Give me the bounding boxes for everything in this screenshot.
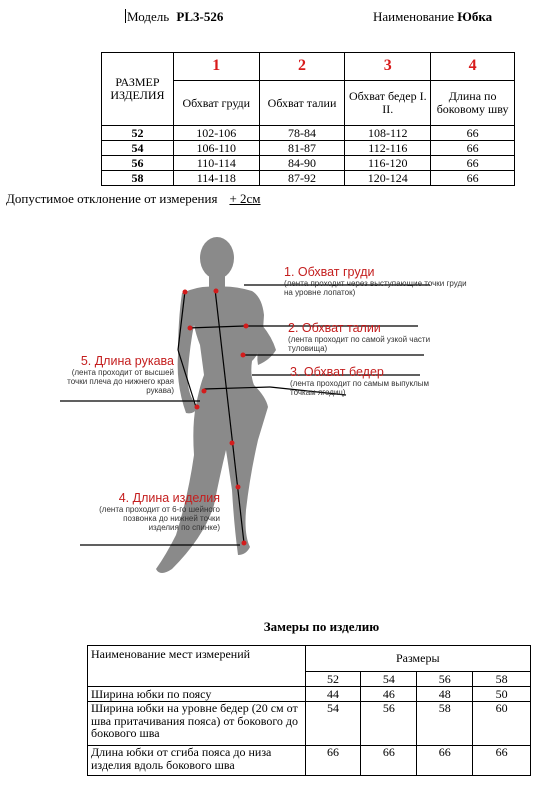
cell: 106-110 — [173, 141, 259, 156]
name-header — [373, 9, 492, 25]
name-label: Наименование — [373, 9, 454, 24]
cell: 87-92 — [259, 171, 345, 186]
cell: 66 — [305, 746, 361, 776]
cell: 66 — [431, 171, 515, 186]
table-row — [88, 702, 531, 746]
row-name: Длина юбки от сгиба пояса до низа изделия вдоль бокового шва — [88, 746, 306, 776]
size-col: 58 — [473, 672, 531, 687]
cell: 116-120 — [345, 156, 431, 171]
cell: 54 — [305, 702, 361, 746]
table-row — [88, 746, 531, 776]
label-chest — [284, 265, 474, 297]
label-hips-desc: (лента проходит по самым выпуклым точкам ягодиц) — [290, 379, 430, 398]
label-chest-desc: (лента проходит через выступающие точки груди на уровне лопаток) — [284, 279, 467, 298]
cell: 108-112 — [345, 126, 431, 141]
name-value: Юбка — [457, 9, 493, 24]
label-length — [96, 491, 220, 533]
size-col: 54 — [361, 672, 417, 687]
col-label-1: Обхват груди — [173, 81, 259, 126]
cell: 114-118 — [173, 171, 259, 186]
model-value: PL3-526 — [176, 9, 224, 24]
model-label: Модель — [127, 9, 170, 24]
col-num-3: 3 — [345, 53, 431, 81]
cell: 110-114 — [173, 156, 259, 171]
cell: 46 — [361, 687, 417, 702]
col-label-4: Длина по боковому шву — [431, 81, 515, 126]
table-row — [88, 687, 531, 702]
cell: 58 — [417, 702, 473, 746]
label-length-desc: (лента проходит от 6-го шейного позвонка до нижней точки изделия по спинке) — [99, 505, 220, 533]
tolerance-text: Допустимое отклонение от измерения — [6, 191, 218, 206]
cell: 102-106 — [173, 126, 259, 141]
measurement-diagram — [0, 225, 543, 595]
label-length-title: 4. Длина изделия — [118, 491, 220, 505]
label-waist-desc: (лента проходит по самой узкой части туловища) — [288, 335, 431, 354]
row-name: Ширина юбки по поясу — [88, 687, 306, 702]
size-col: 56 — [417, 672, 473, 687]
row-name: Ширина юбки на уровне бедер (20 см от шва притачивания пояса) от бокового до бокового шва — [88, 702, 306, 746]
label-waist — [288, 321, 438, 353]
cell: 44 — [305, 687, 361, 702]
label-waist-title: 2. Обхват талии — [288, 321, 381, 335]
row-size: 54 — [102, 141, 174, 156]
cell: 78-84 — [259, 126, 345, 141]
table-row — [102, 156, 515, 171]
col-num-1: 1 — [173, 53, 259, 81]
measurements-table — [87, 645, 531, 776]
cell: 112-116 — [345, 141, 431, 156]
table-row — [102, 141, 515, 156]
cell: 56 — [361, 702, 417, 746]
label-hips — [290, 365, 440, 397]
col-label-3: Обхват бедер I. II. — [345, 81, 431, 126]
cell: 66 — [431, 141, 515, 156]
label-sleeve — [62, 354, 174, 396]
measurements-title: Замеры по изделию — [263, 619, 380, 634]
size-col: 52 — [305, 672, 361, 687]
sizes-header: Размеры — [305, 646, 530, 672]
table-row — [102, 171, 515, 186]
cell: 48 — [417, 687, 473, 702]
cell: 60 — [473, 702, 531, 746]
row-size: 52 — [102, 126, 174, 141]
table-row — [102, 126, 515, 141]
tolerance-note — [6, 191, 261, 207]
label-sleeve-desc: (лента проходит от высшей точки плеча до нижнего края рукава) — [67, 368, 174, 396]
col-label-2: Обхват талии — [259, 81, 345, 126]
cell: 66 — [431, 156, 515, 171]
size-header: РАЗМЕР ИЗДЕЛИЯ — [102, 53, 174, 126]
col-num-2: 2 — [259, 53, 345, 81]
cell: 66 — [417, 746, 473, 776]
model-header — [125, 9, 223, 25]
col-num-4: 4 — [431, 53, 515, 81]
cell: 84-90 — [259, 156, 345, 171]
cell: 81-87 — [259, 141, 345, 156]
row-size: 58 — [102, 171, 174, 186]
label-chest-title: 1. Обхват груди — [284, 265, 375, 279]
name-header: Наименование мест измерений — [88, 646, 306, 687]
cell: 66 — [431, 126, 515, 141]
cell: 66 — [361, 746, 417, 776]
cell: 120-124 — [345, 171, 431, 186]
label-hips-title: 3. Обхват бедер — [290, 365, 384, 379]
row-size: 56 — [102, 156, 174, 171]
tolerance-value: + 2см — [229, 191, 261, 206]
cell: 66 — [473, 746, 531, 776]
label-sleeve-title: 5. Длина рукава — [80, 354, 174, 368]
text-cursor — [125, 9, 126, 23]
cell: 50 — [473, 687, 531, 702]
size-table — [101, 52, 515, 186]
